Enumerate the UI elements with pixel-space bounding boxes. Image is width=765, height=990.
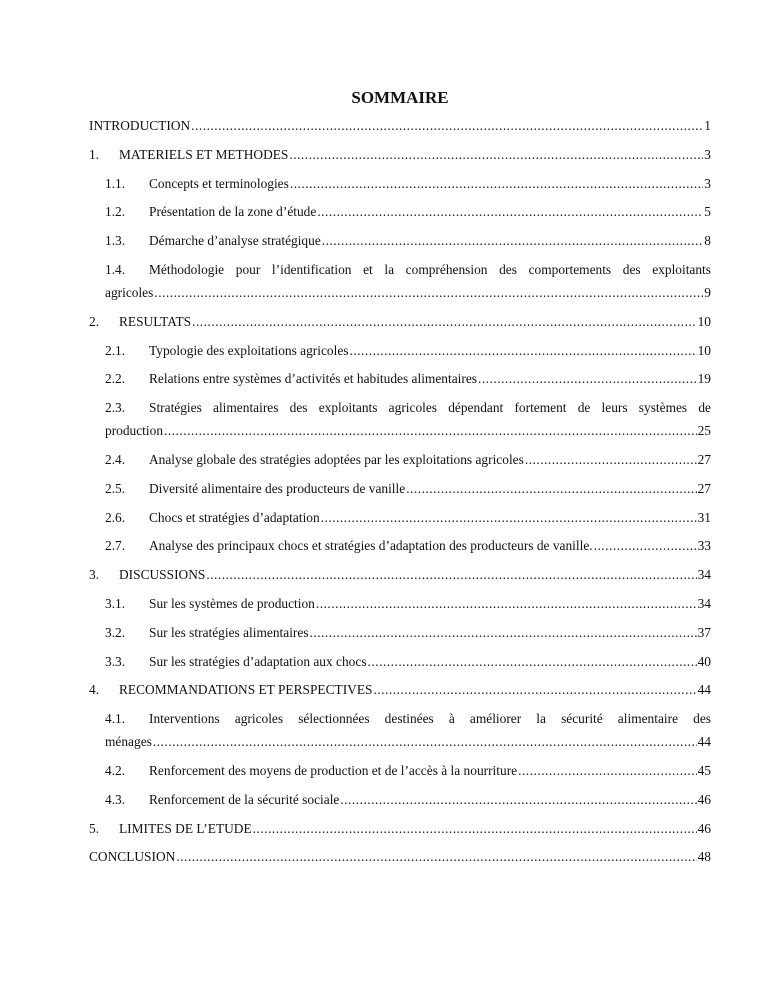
toc-entry[interactable] <box>89 339 711 362</box>
section-title: Renforcement de la sécurité sociale <box>149 791 340 807</box>
section-title: Interventions agricoles sélectionnées destinées à améliorer la sécurité alimentaire des <box>149 711 711 727</box>
toc-entry[interactable] <box>89 172 711 195</box>
toc-entry[interactable] <box>89 788 711 811</box>
toc-entry[interactable] <box>89 200 711 223</box>
section-number: 1.1. <box>105 175 126 191</box>
toc-entry-line <box>105 788 711 811</box>
toc-entry-line <box>105 229 711 252</box>
page-number: 34 <box>697 595 711 611</box>
toc-entry[interactable] <box>89 563 711 586</box>
section-number: 2.1. <box>105 342 126 358</box>
toc-entry-line <box>89 678 711 701</box>
section-title: Typologie des exploitations agricoles <box>149 342 349 358</box>
toc-entry-first-line <box>105 707 711 730</box>
toc-entry-line <box>105 506 711 529</box>
table-of-contents <box>89 114 711 874</box>
section-title: Chocs et stratégies d’adaptation <box>149 509 320 525</box>
dot-leader <box>192 310 697 333</box>
section-number: 4.3. <box>105 791 126 807</box>
dot-leader <box>154 281 703 304</box>
toc-entry[interactable] <box>89 759 711 782</box>
section-title: Sur les stratégies alimentaires <box>149 624 309 640</box>
page-number: 46 <box>697 791 711 807</box>
page-number: 46 <box>697 820 711 836</box>
section-title: Démarche d’analyse stratégique <box>149 233 321 249</box>
section-title: Analyse des principaux chocs et stratégies d’adaptation des producteurs de vanille. <box>149 538 593 554</box>
section-number: 2.7. <box>105 538 126 554</box>
page-number: 25 <box>697 423 711 439</box>
section-title-continued: agricoles <box>105 284 154 300</box>
toc-entry-line <box>105 621 711 644</box>
dot-leader <box>406 477 696 500</box>
dot-leader <box>253 817 697 840</box>
dot-leader <box>368 650 697 673</box>
dot-leader <box>310 621 697 644</box>
section-title-continued: production <box>105 423 164 439</box>
page-title: SOMMAIRE <box>351 88 449 107</box>
toc-entry[interactable] <box>89 114 711 137</box>
toc-entry-first-line <box>105 396 711 419</box>
section-title: MATERIELS ET METHODES <box>119 146 289 162</box>
section-number: 2.2. <box>105 371 126 387</box>
toc-entry-second-line <box>105 730 711 753</box>
dot-leader <box>289 143 703 166</box>
section-number: 2.4. <box>105 451 126 467</box>
section-number: 1.4. <box>105 261 126 277</box>
dot-leader <box>525 448 697 471</box>
page-number: 10 <box>697 313 711 329</box>
section-title: Concepts et terminologies <box>149 175 289 191</box>
page-number: 8 <box>704 233 711 249</box>
dot-leader <box>316 592 697 615</box>
section-number: 3.2. <box>105 624 126 640</box>
section-number: 2.6. <box>105 509 126 525</box>
page-number: 40 <box>697 653 711 669</box>
section-number: 1.2. <box>105 204 126 220</box>
page-number: 27 <box>697 451 711 467</box>
toc-entry-line <box>105 534 711 557</box>
toc-entry-second-line <box>105 419 711 442</box>
toc-entry[interactable] <box>89 678 711 701</box>
section-number: 1. <box>89 146 100 162</box>
toc-entry[interactable] <box>89 448 711 471</box>
toc-entry[interactable] <box>89 506 711 529</box>
toc-entry-line <box>105 367 711 390</box>
section-number: 4. <box>89 682 100 698</box>
toc-entry[interactable] <box>89 845 711 868</box>
toc-entry-line <box>105 477 711 500</box>
page-number: 3 <box>704 146 711 162</box>
section-title: Méthodologie pour l’identification et la compréhension des comportements des exploitants <box>149 261 711 277</box>
section-number: 3.3. <box>105 653 126 669</box>
dot-leader <box>317 200 703 223</box>
page-number: 37 <box>697 624 711 640</box>
dot-leader <box>206 563 696 586</box>
page-number: 10 <box>697 342 711 358</box>
page-number: 1 <box>704 118 711 133</box>
page-number: 9 <box>704 284 711 300</box>
page-number: 44 <box>697 682 711 698</box>
toc-entry[interactable] <box>89 534 711 557</box>
toc-entry[interactable] <box>89 143 711 166</box>
dot-leader <box>321 506 697 529</box>
dot-leader <box>322 229 704 252</box>
section-number: 2.5. <box>105 480 126 496</box>
section-number: 4.2. <box>105 762 126 778</box>
page-number: 44 <box>697 734 711 750</box>
section-title: RESULTATS <box>119 313 192 329</box>
toc-entry-line <box>105 200 711 223</box>
section-number: 2. <box>89 313 100 329</box>
dot-leader <box>290 172 703 195</box>
toc-entry-line <box>105 592 711 615</box>
toc-entry-line <box>89 114 711 137</box>
toc-entry-second-line <box>105 281 711 304</box>
section-number: 2.3. <box>105 400 126 416</box>
page-number: 19 <box>697 371 711 387</box>
toc-entry[interactable] <box>89 650 711 673</box>
toc-entry-line <box>105 339 711 362</box>
toc-entry[interactable] <box>89 229 711 252</box>
page-number: 33 <box>697 538 711 554</box>
dot-leader <box>350 339 697 362</box>
section-title: LIMITES DE L’ETUDE <box>119 820 252 836</box>
dot-leader <box>176 845 696 868</box>
section-title: Sur les systèmes de production <box>149 595 315 611</box>
toc-entry[interactable] <box>89 707 711 753</box>
section-number: 4.1. <box>105 711 126 727</box>
dot-leader <box>594 534 697 557</box>
toc-entry[interactable] <box>89 310 711 333</box>
dot-leader <box>164 419 697 442</box>
section-number: 5. <box>89 820 100 836</box>
toc-entry-line <box>89 143 711 166</box>
toc-entry[interactable] <box>89 258 711 304</box>
section-title: DISCUSSIONS <box>119 567 206 583</box>
toc-entry-line <box>105 650 711 673</box>
toc-entry[interactable] <box>89 621 711 644</box>
section-number: 1.3. <box>105 233 126 249</box>
section-number: 3.1. <box>105 595 126 611</box>
section-title: Renforcement des moyens de production et de l’accès à la nourriture <box>149 762 518 778</box>
toc-entry-line <box>89 563 711 586</box>
dot-leader <box>478 367 697 390</box>
toc-entry[interactable] <box>89 477 711 500</box>
toc-entry-line <box>89 817 711 840</box>
toc-entry-line <box>89 310 711 333</box>
section-title: Stratégies alimentaires des exploitants agricoles dépendant fortement de leurs systèmes de <box>149 400 711 416</box>
section-title-continued: ménages <box>105 734 152 750</box>
section-title: RECOMMANDATIONS ET PERSPECTIVES <box>119 682 373 698</box>
section-number: 3. <box>89 567 100 583</box>
dot-leader <box>191 114 703 137</box>
dot-leader <box>373 678 696 701</box>
section-title: CONCLUSION <box>89 849 176 865</box>
section-title: Sur les stratégies d’adaptation aux chocs <box>149 653 367 669</box>
toc-entry-line <box>105 172 711 195</box>
section-title: Présentation de la zone d’étude <box>149 204 317 220</box>
toc-entry[interactable] <box>89 396 711 442</box>
toc-entry-line <box>89 845 711 868</box>
dot-leader <box>340 788 696 811</box>
page-number: 45 <box>697 762 711 778</box>
page-number: 5 <box>704 204 711 220</box>
dot-leader <box>518 759 697 782</box>
section-title: Relations entre systèmes d’activités et habitudes alimentaires <box>149 371 477 387</box>
toc-entry-line <box>105 448 711 471</box>
toc-entry[interactable] <box>89 592 711 615</box>
section-title: Analyse globale des stratégies adoptées par les exploitations agricoles <box>149 451 524 467</box>
toc-entry[interactable] <box>89 367 711 390</box>
dot-leader <box>153 730 697 753</box>
toc-entry-line <box>105 759 711 782</box>
page-number: 48 <box>697 849 711 865</box>
toc-entry-first-line <box>105 258 711 281</box>
section-title: INTRODUCTION <box>89 118 191 133</box>
page-number: 31 <box>697 509 711 525</box>
page-number: 34 <box>697 567 711 583</box>
page-number: 3 <box>704 175 711 191</box>
toc-entry[interactable] <box>89 817 711 840</box>
page-number: 27 <box>697 480 711 496</box>
section-title: Diversité alimentaire des producteurs de vanille <box>149 480 406 496</box>
